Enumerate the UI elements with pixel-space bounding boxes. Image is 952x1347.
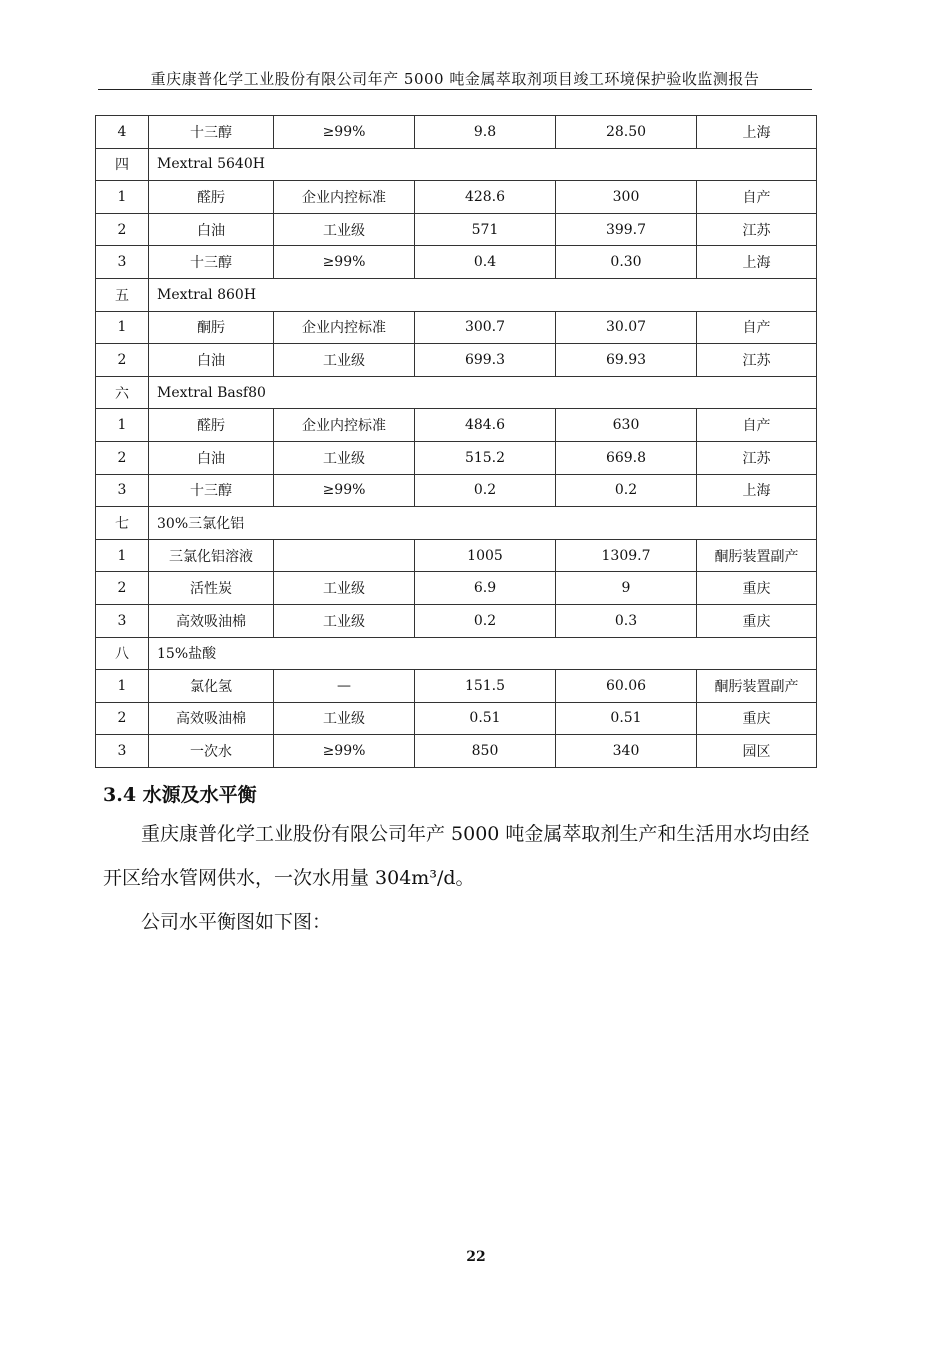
- section-title-cell: 30%三氯化铝: [149, 507, 817, 540]
- section-number-cell: 七: [96, 507, 149, 540]
- spec-cell: [274, 539, 415, 572]
- annual-usage-cell: 571: [415, 213, 556, 246]
- material-name-cell: 醛肟: [149, 409, 274, 442]
- header-rule: [98, 89, 812, 90]
- annual-usage-cell: 0.4: [415, 246, 556, 279]
- index-cell: 3: [96, 735, 149, 768]
- material-name-cell: 活性炭: [149, 572, 274, 605]
- spec-cell: ≥99%: [274, 735, 415, 768]
- table-row: [96, 702, 817, 735]
- material-name-cell: 高效吸油棉: [149, 604, 274, 637]
- water-balance-intro: 公司水平衡图如下图：: [141, 911, 332, 933]
- material-name-cell: 白油: [149, 441, 274, 474]
- table-row: [96, 572, 817, 605]
- source-cell: 酮肟装置副产: [697, 539, 817, 572]
- annual-usage-cell: 151.5: [415, 670, 556, 703]
- storage-cell: 9: [556, 572, 697, 605]
- storage-cell: 30.07: [556, 311, 697, 344]
- water-supply-paragraph: 重庆康普化学工业股份有限公司年产 5000 吨金属萃取剂生产和生活用水均由经开区给水管网供水，一次水用量 304m³/d。: [103, 823, 810, 889]
- index-cell: 1: [96, 181, 149, 214]
- table-row: [96, 116, 817, 149]
- spec-cell: 工业级: [274, 344, 415, 377]
- table-row: [96, 409, 817, 442]
- table-row: [96, 246, 817, 279]
- storage-cell: 399.7: [556, 213, 697, 246]
- table-section-row: [96, 278, 817, 311]
- section-title-cell: Mextral 860H: [149, 278, 817, 311]
- table-section-row: [96, 376, 817, 409]
- index-cell: 2: [96, 702, 149, 735]
- material-name-cell: 酮肟: [149, 311, 274, 344]
- storage-cell: 630: [556, 409, 697, 442]
- section-title-cell: Mextral 5640H: [149, 148, 817, 181]
- table-row: [96, 539, 817, 572]
- annual-usage-cell: 850: [415, 735, 556, 768]
- source-cell: 重庆: [697, 572, 817, 605]
- spec-cell: ≥99%: [274, 474, 415, 507]
- table-row: [96, 604, 817, 637]
- spec-cell: 工业级: [274, 213, 415, 246]
- index-cell: 4: [96, 116, 149, 149]
- index-cell: 1: [96, 670, 149, 703]
- spec-cell: 企业内控标准: [274, 409, 415, 442]
- annual-usage-cell: 0.2: [415, 604, 556, 637]
- material-name-cell: 白油: [149, 213, 274, 246]
- table-row: [96, 213, 817, 246]
- source-cell: 自产: [697, 181, 817, 214]
- storage-cell: 300: [556, 181, 697, 214]
- material-name-cell: 十三醇: [149, 116, 274, 149]
- section-title-cell: 15%盐酸: [149, 637, 817, 670]
- material-name-cell: 白油: [149, 344, 274, 377]
- spec-cell: ≥99%: [274, 246, 415, 279]
- storage-cell: 669.8: [556, 441, 697, 474]
- spec-cell: 工业级: [274, 702, 415, 735]
- annual-usage-cell: 699.3: [415, 344, 556, 377]
- section-title-cell: Mextral Basf80: [149, 376, 817, 409]
- index-cell: 2: [96, 572, 149, 605]
- storage-cell: 340: [556, 735, 697, 768]
- annual-usage-cell: 9.8: [415, 116, 556, 149]
- index-cell: 3: [96, 474, 149, 507]
- index-cell: 3: [96, 604, 149, 637]
- table-row: [96, 181, 817, 214]
- material-name-cell: 十三醇: [149, 474, 274, 507]
- annual-usage-cell: 0.2: [415, 474, 556, 507]
- source-cell: 园区: [697, 735, 817, 768]
- source-cell: 江苏: [697, 344, 817, 377]
- annual-usage-cell: 428.6: [415, 181, 556, 214]
- storage-cell: 1309.7: [556, 539, 697, 572]
- index-cell: 2: [96, 344, 149, 377]
- source-cell: 江苏: [697, 213, 817, 246]
- source-cell: 酮肟装置副产: [697, 670, 817, 703]
- spec-cell: 企业内控标准: [274, 181, 415, 214]
- page-header: 重庆康普化学工业股份有限公司年产 5000 吨金属萃取剂项目竣工环境保护验收监测报告: [150, 70, 760, 88]
- table-row: [96, 441, 817, 474]
- table-row: [96, 344, 817, 377]
- source-cell: 上海: [697, 246, 817, 279]
- section-number-cell: 六: [96, 376, 149, 409]
- material-name-cell: 醛肟: [149, 181, 274, 214]
- source-cell: 上海: [697, 116, 817, 149]
- material-name-cell: 三氯化铝溶液: [149, 539, 274, 572]
- source-cell: 自产: [697, 311, 817, 344]
- spec-cell: 工业级: [274, 441, 415, 474]
- spec-cell: ≥99%: [274, 116, 415, 149]
- section-heading: 3.4 水源及水平衡: [103, 784, 257, 806]
- index-cell: 2: [96, 441, 149, 474]
- material-name-cell: 高效吸油棉: [149, 702, 274, 735]
- material-name-cell: 十三醇: [149, 246, 274, 279]
- raw-materials-table: [95, 115, 817, 768]
- storage-cell: 0.3: [556, 604, 697, 637]
- source-cell: 重庆: [697, 604, 817, 637]
- material-name-cell: 一次水: [149, 735, 274, 768]
- source-cell: 自产: [697, 409, 817, 442]
- storage-cell: 0.51: [556, 702, 697, 735]
- source-cell: 江苏: [697, 441, 817, 474]
- annual-usage-cell: 300.7: [415, 311, 556, 344]
- table-row: [96, 735, 817, 768]
- page-number: 22: [466, 1249, 486, 1265]
- section-number-cell: 八: [96, 637, 149, 670]
- source-cell: 上海: [697, 474, 817, 507]
- table-section-row: [96, 637, 817, 670]
- section-number-cell: 五: [96, 278, 149, 311]
- index-cell: 1: [96, 539, 149, 572]
- spec-cell: 工业级: [274, 604, 415, 637]
- table-row: [96, 311, 817, 344]
- table-section-row: [96, 507, 817, 540]
- annual-usage-cell: 484.6: [415, 409, 556, 442]
- section-number-cell: 四: [96, 148, 149, 181]
- spec-cell: 企业内控标准: [274, 311, 415, 344]
- table-row: [96, 670, 817, 703]
- table-section-row: [96, 148, 817, 181]
- spec-cell: —: [274, 670, 415, 703]
- table-body: [96, 116, 817, 768]
- storage-cell: 0.30: [556, 246, 697, 279]
- index-cell: 2: [96, 213, 149, 246]
- annual-usage-cell: 1005: [415, 539, 556, 572]
- index-cell: 1: [96, 409, 149, 442]
- annual-usage-cell: 0.51: [415, 702, 556, 735]
- storage-cell: 60.06: [556, 670, 697, 703]
- material-name-cell: 氯化氢: [149, 670, 274, 703]
- table-row: [96, 474, 817, 507]
- storage-cell: 28.50: [556, 116, 697, 149]
- annual-usage-cell: 515.2: [415, 441, 556, 474]
- spec-cell: 工业级: [274, 572, 415, 605]
- annual-usage-cell: 6.9: [415, 572, 556, 605]
- source-cell: 重庆: [697, 702, 817, 735]
- storage-cell: 69.93: [556, 344, 697, 377]
- index-cell: 1: [96, 311, 149, 344]
- index-cell: 3: [96, 246, 149, 279]
- storage-cell: 0.2: [556, 474, 697, 507]
